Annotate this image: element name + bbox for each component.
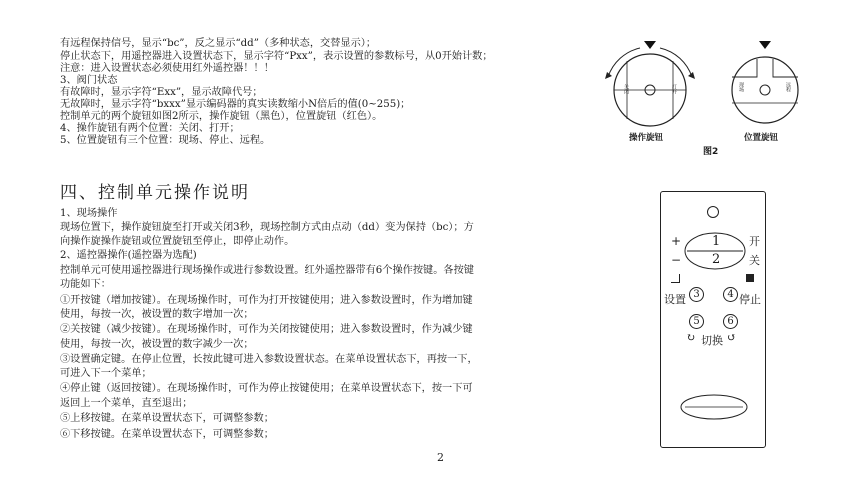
position-knob-caption: 位置旋钮 [744, 133, 779, 143]
op-right-label: 打开 [671, 84, 677, 94]
text-line: 3、阀门状态 [60, 75, 118, 86]
text-line: 控制单元可使用遥控器进行现场操作或进行参数设置。红外遥控器带有6个操作按键。各按键 [60, 265, 474, 276]
text-line: 现场位置下，操作旋钮旋至打开或关闭3秒，现场控制方式由点动（dd）变为保持（bc）；方 [60, 222, 474, 233]
minus-sign: − [671, 253, 682, 267]
text-line: 停止状态下，用遥控器进入设置状态下，显示字符“Pxx”，表示设置的参数标号，从0开始计数； [60, 51, 493, 62]
position-knob-figure [720, 35, 810, 135]
text-line: ②关按键（减少按键）。在现场操作时，可作为关闭按键使用；进入参数设置时，作为减少键 [60, 324, 473, 335]
button-3[interactable]: 3 [689, 287, 704, 302]
stop-label: 停止 [739, 293, 761, 306]
button-6[interactable]: 6 [723, 314, 738, 329]
bottom-oval-button[interactable] [679, 392, 749, 422]
text-line: 有远程保持信号，显示“bc”，反之显示“dd”（多种状态，交替显示）； [60, 38, 377, 49]
set-label: 设置 [664, 293, 686, 306]
page-number: 2 [437, 451, 444, 464]
button-1-label: 1 [712, 234, 721, 249]
close-label: 关 [749, 254, 760, 267]
pos-right-label: 远程 [785, 82, 791, 92]
remote-control [660, 191, 766, 448]
text-line: 2、遥控器操作(遥控器为选配) [60, 250, 197, 261]
text-line: ⑥下移按键。在菜单设置状态下，可调整参数； [60, 429, 274, 440]
text-line: 控制单元的两个旋钮如图2所示，操作旋钮（黑色），位置旋钮（红色）。 [60, 111, 383, 122]
stop-square-icon [746, 274, 754, 282]
switch-arrow-left-icon: ↻ [686, 331, 696, 344]
text-line: 返回上一个菜单，直至退出； [60, 398, 193, 409]
switch-label: 切换 [701, 334, 723, 347]
open-label: 开 [749, 235, 760, 248]
text-line: 1、现场操作 [60, 208, 118, 219]
text-line: ⑤上移按键。在菜单设置状态下，可调整参数； [60, 413, 274, 424]
button-2-label: 2 [712, 252, 721, 267]
button-4[interactable]: 4 [723, 287, 738, 302]
operation-knob-figure [600, 35, 700, 135]
switch-arrow-right-icon: ↺ [727, 331, 737, 344]
text-line: 使用，每按一次，被设置的数字减少一次； [60, 339, 254, 350]
text-line: 使用，每按一次，被设置的数字增加一次； [60, 309, 254, 320]
plus-sign: + [671, 234, 682, 248]
enter-icon [671, 274, 680, 283]
text-line: ③设置确定键。在停止位置，长按此键可进入参数设置状态。在菜单设置状态下，再按一下， [60, 354, 478, 365]
text-line: 4、操作旋钮有两个位置：关闭、打开； [60, 123, 240, 134]
text-line: 向操作旋操作旋钮或位置旋钮至停止，即停止动作。 [60, 236, 295, 247]
button-5[interactable]: 5 [689, 314, 704, 329]
pos-left-label: 现场 [738, 82, 744, 92]
operation-knob-caption: 操作旋钮 [629, 133, 664, 143]
text-line: 无故障时，显示字符“bxxx”显示编码器的真实读数缩小N倍后的值(0~255)； [60, 99, 411, 110]
text-line: 5、位置旋钮有三个位置：现场、停止、远程。 [60, 135, 271, 146]
op-left-label: 关闭 [623, 84, 629, 94]
ir-window-icon [707, 206, 719, 218]
section-heading: 四、控制单元操作说明 [60, 183, 250, 203]
text-line: 注意：进入设置状态必须使用红外遥控器！！！ [60, 63, 274, 74]
text-line: ①开按键（增加按键）。在现场操作时，可作为打开按键使用；进入参数设置时，作为增加键 [60, 295, 473, 306]
text-line: ④停止键（返回按键）。在现场操作时，可作为停止按键使用；在菜单设置状态下，按一下可 [60, 383, 473, 394]
text-line: 功能如下： [60, 279, 111, 290]
text-line: 有故障时，显示字符“Exx”，显示故障代号； [60, 87, 263, 98]
text-line: 可进入下一个菜单； [60, 368, 152, 379]
figure-label: 图2 [703, 147, 719, 157]
